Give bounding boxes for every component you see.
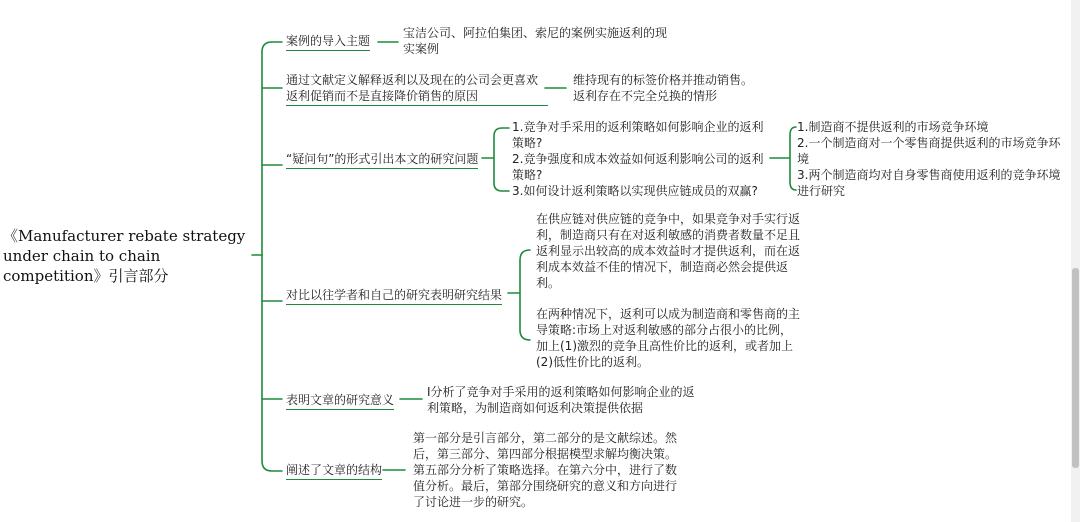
child-node[interactable]: 第一部分是引言部分，第二部分的是文献综述。然后，第三部分、第四部分根据模型求解均衡决策。第五部分分析了策略选择。在第六分中，进行了数值分析。最后，第部分围绕研究的意义和方向进行了讨论进一步的研究。 [413, 431, 678, 509]
branch3-grandchild-line [770, 127, 796, 190]
grandchild-node[interactable]: 1.制造商不提供返利的市场竞争环境 2.一个制造商对一个零售商提供返利的市场竞争环境 3.两个制造商均对自身零售商使用返利的竞争环境进行研究 [797, 120, 1061, 198]
root-node[interactable]: 《Manufacturer rebate strategy under chain to chain competition》引言部分 [3, 227, 246, 285]
branch-node[interactable]: 通过文献定义解释返利以及现在的公司会更喜欢返利促销而不是直接降价销售的原因 [286, 72, 548, 106]
child-node[interactable]: 宝洁公司、阿拉伯集团、索尼的案例实施返利的现实案例 [403, 26, 668, 56]
vertical-scrollbar-thumb[interactable] [1072, 268, 1079, 468]
main-trunk [262, 42, 282, 255]
child-node[interactable]: 1.竞争对手采用的返利策略如何影响企业的返利策略? 2.竞争强度和成本效益如何返利影响公司的返利策略? 3.如何设计返利策略以实现供应链成员的双赢? [512, 120, 764, 198]
branch-node[interactable]: 阐述了文章的结构 [286, 462, 382, 480]
branch-node[interactable]: 案例的导入主题 [286, 33, 370, 51]
branch-node[interactable]: 表明文章的研究意义 [286, 392, 394, 410]
branch3-bracket [482, 128, 509, 191]
child-node[interactable]: 在供应链对供应链的竞争中，如果竞争对手实行返利，制造商只有在对返利敏感的消费者数量不足且返利显示出较高的成本效益时才提供返利，而在返利成本效益不佳的情况下，制造商必然会提供返利。 [536, 212, 801, 290]
child-node[interactable]: 在两种情况下，返利可以成为制造商和零售商的主导策略:市场上对返利敏感的部分占很小的比例，加上(1)激烈的竞争且高性价比的返利，或者加上(2)低性价比的返利。 [536, 307, 801, 369]
child-node[interactable]: I分析了竞争对手采用的返利策略如何影响企业的返利策略，为制造商如何返利决策提供依据 [427, 385, 695, 415]
main-trunk-lower [262, 255, 282, 471]
branch4-bracket [508, 250, 530, 340]
child-node[interactable]: 维持现有的标签价格并推动销售。 返利存在不完全兑换的情形 [573, 73, 754, 103]
branch-node[interactable]: 对比以往学者和自己的研究表明研究结果 [286, 287, 502, 305]
branch-node[interactable]: “疑问句”的形式引出本文的研究问题 [286, 151, 478, 169]
